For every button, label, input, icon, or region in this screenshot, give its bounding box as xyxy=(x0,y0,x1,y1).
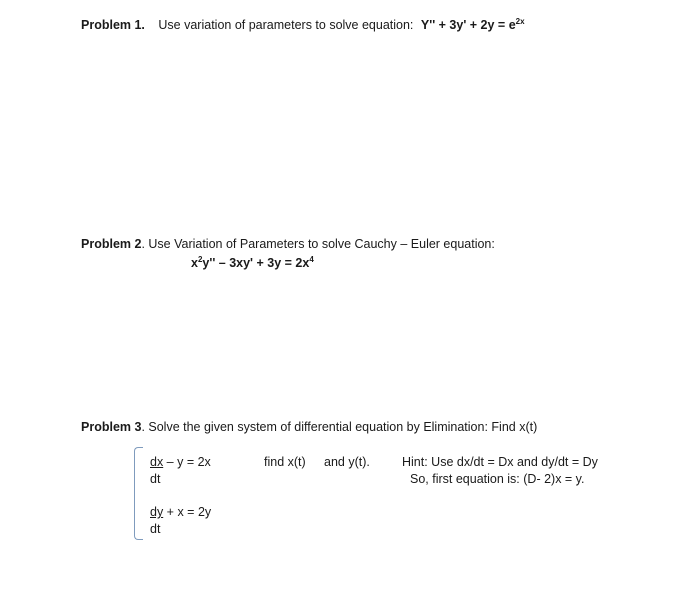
problem-2-equation: $x^2y'' - 3xy' + 3y = 2x^4$ xyxy=(191,255,314,270)
equation-2-denominator: dt xyxy=(150,522,161,536)
problem-2-label: Problem 2 xyxy=(81,237,142,251)
problem-1-equation: $Y'' + 3y' + 2y = e^{2x}$ xyxy=(420,17,525,32)
problem-2 xyxy=(81,237,495,251)
problem-3-text: . Solve the given system of differential equation by Elimination: Find x(t) xyxy=(141,420,538,434)
problem-1-text: Use variation of parameters to solve equation: xyxy=(158,18,414,32)
problem-1-label: Problem 1. xyxy=(81,18,145,32)
equation-2: dy + x = 2y xyxy=(150,505,212,519)
equation-1: dx – y = 2x xyxy=(150,455,211,469)
problem-1 xyxy=(81,18,525,32)
problem-3 xyxy=(81,420,537,434)
and-y-text: and y(t). xyxy=(324,455,370,469)
hint-line-1: Hint: Use dx/dt = Dx and dy/dt = Dy xyxy=(402,455,598,469)
problem-2-text: . Use Variation of Parameters to solve Cauchy – Euler equation: xyxy=(141,237,495,251)
find-x-text: find x(t) xyxy=(264,455,306,469)
equation-1-denominator: dt xyxy=(150,472,161,486)
problem-3-label: Problem 3 xyxy=(81,420,142,434)
system-brace xyxy=(134,447,143,540)
hint-line-2: So, first equation is: (D- 2)x = y. xyxy=(410,472,585,486)
